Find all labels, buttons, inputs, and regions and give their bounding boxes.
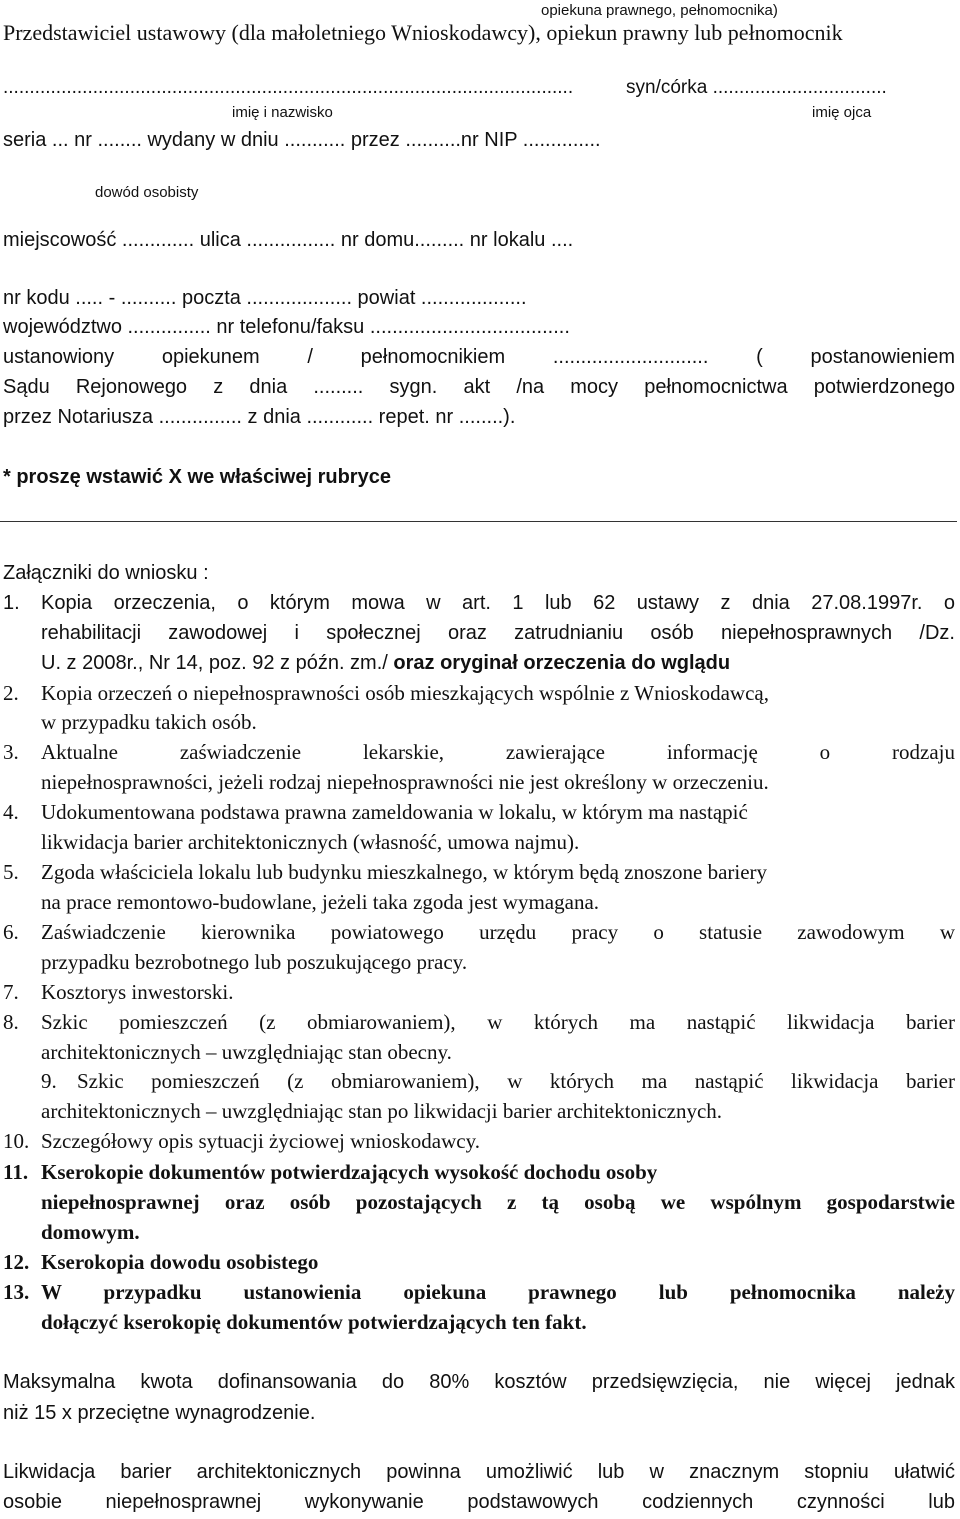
removal-line-1: Likwidacja barier architektonicznych powinna umożliwić lub w znacznym stopniu ułatwić xyxy=(3,1461,955,1483)
guardian-field[interactable]: ustanowiony opiekunem / pełnomocnikiem ............................ ( postanowieniem xyxy=(3,346,955,368)
item-11-line-3: domowym. xyxy=(41,1220,140,1244)
item-11-line-1: Kserokopie dokumentów potwierdzających wysokość dochodu osoby xyxy=(41,1160,658,1184)
name-label: imię i nazwisko xyxy=(232,104,333,121)
item-1-bold-tail: oraz oryginał orzeczenia do wglądu xyxy=(387,652,731,674)
item-number: 7. xyxy=(3,980,19,1004)
item-number: 3. xyxy=(3,740,19,764)
address-field[interactable]: miejscowość ............. ulica ................ nr domu......... nr lokalu .... xyxy=(3,229,574,251)
item-2-line-1: Kopia orzeczeń o niepełnosprawności osób mieszkających wspólnie z Wnioskodawcą, xyxy=(41,681,769,705)
item-2-line-2: w przypadku takich osób. xyxy=(41,710,257,734)
item-number: 6. xyxy=(3,920,19,944)
item-1-line-2: rehabilitacji zawodowej i społecznej oraz zatrudnianiu osób niepełnosprawnych /Dz. xyxy=(41,622,955,644)
item-4-line-1: Udokumentowana podstawa prawna zameldowania w lokalu, w którym ma nastąpić xyxy=(41,800,748,824)
item-10-line-1: Szczegółowy opis sytuacji życiowej wnioskodawcy. xyxy=(41,1129,480,1153)
item-11-line-2: niepełnosprawnej oraz osób pozostających z tą osobą we wspólnym gospodarstwie xyxy=(41,1190,955,1214)
removal-line-2: osobie niepełnosprawnej wykonywanie podstawowych codziennych czynności lub xyxy=(3,1491,955,1513)
item-1-line-3 xyxy=(41,651,730,675)
item-number: 4. xyxy=(3,800,19,824)
item-9-line-1: Szkic pomieszczeń (z obmiarowaniem), w których ma nastąpić likwidacja barier xyxy=(77,1069,955,1093)
item-3-line-1: Aktualne zaświadczenie lekarskie, zawierające informację o rodzaju xyxy=(41,740,955,764)
item-6-line-2: przypadku bezrobotnego lub poszukującego pracy. xyxy=(41,950,468,974)
attachments-heading: Załączniki do wniosku : xyxy=(3,562,209,584)
father-name-label: imię ojca xyxy=(812,104,872,121)
item-9-line-2: architektonicznych – uwzględniając stan po likwidacji barier architektonicznych. xyxy=(41,1099,723,1123)
item-13-line-2: dołączyć kserokopię dokumentów potwierdzających ten fakt. xyxy=(41,1310,587,1334)
item-8-line-2: architektonicznych – uwzględniając stan obecny. xyxy=(41,1040,452,1064)
item-13-line-1: W przypadku ustanowienia opiekuna prawnego lub pełnomocnika należy xyxy=(41,1280,955,1304)
item-3-line-2: niepełnosprawności, jeżeli rodzaj niepełnosprawności nie jest określony w orzeczeniu. xyxy=(41,770,769,794)
item-7-line-1: Kosztorys inwestorski. xyxy=(41,980,234,1004)
name-field[interactable]: ............................................................................................................ xyxy=(3,77,574,98)
court-field[interactable]: Sądu Rejonowego z dnia ......... sygn. akt /na mocy pełnomocnictwa potwierdzonego xyxy=(3,376,955,398)
item-number: 8. xyxy=(3,1010,19,1034)
item-number: 13. xyxy=(3,1280,30,1304)
item-number: 5. xyxy=(3,860,19,884)
item-5-line-1: Zgoda właściciela lokalu lub budynku mieszkalnego, w którym będą znoszone bariery xyxy=(41,860,768,884)
relation-field[interactable]: syn/córka ................................. xyxy=(626,77,887,98)
item-8-line-1: Szkic pomieszczeń (z obmiarowaniem), w których ma nastąpić likwidacja barier xyxy=(41,1010,955,1034)
max-amount-line-1: Maksymalna kwota dofinansowania do 80% kosztów przedsięwzięcia, nie więcej jednak xyxy=(3,1371,955,1393)
item-1-text: U. z 2008r., Nr 14, poz. 92 z późn. zm./ xyxy=(41,652,388,674)
representative-title: Przedstawiciel ustawowy (dla małoletniego Wnioskodawcy), opiekun prawny lub pełnomocnik xyxy=(3,20,843,45)
item-number: 9. xyxy=(41,1069,57,1093)
top-caption: opiekuna prawnego, pełnomocnika) xyxy=(541,2,778,19)
item-number: 1. xyxy=(3,592,20,614)
id-document-field[interactable]: seria ... nr ........ wydany w dniu ........... przez ..........nr NIP .............. xyxy=(3,129,601,151)
item-1-line-1: Kopia orzeczenia, o którym mowa w art. 1 lub 62 ustawy z dnia 27.08.1997r. o xyxy=(41,592,955,614)
postal-field[interactable]: nr kodu ..... - .......... poczta ................... powiat ................... xyxy=(3,287,527,309)
item-5-line-2: na prace remontowo-budowlane, jeżeli taka zgoda jest wymagana. xyxy=(41,890,600,914)
voivodeship-field[interactable]: województwo ............... nr telefonu/faksu .................................... xyxy=(3,316,570,338)
notary-field[interactable]: przez Notariusza ............... z dnia ............ repet. nr ........). xyxy=(3,406,516,428)
item-number: 10. xyxy=(3,1129,30,1153)
item-12-line-1: Kserokopia dowodu osobistego xyxy=(41,1250,319,1274)
item-4-line-2: likwidacja barier architektonicznych (własność, umowa najmu). xyxy=(41,830,580,854)
max-amount-line-2: niż 15 x przeciętne wynagrodzenie. xyxy=(3,1402,316,1424)
item-number: 12. xyxy=(3,1250,30,1274)
divider xyxy=(0,521,957,522)
id-document-label: dowód osobisty xyxy=(95,184,199,201)
item-6-line-1: Zaświadczenie kierownika powiatowego urzędu pracy o statusie zawodowym w xyxy=(41,920,955,944)
item-number: 11. xyxy=(3,1160,29,1184)
instruction-note: * proszę wstawić X we właściwej rubryce xyxy=(3,466,391,488)
item-number: 2. xyxy=(3,681,19,705)
